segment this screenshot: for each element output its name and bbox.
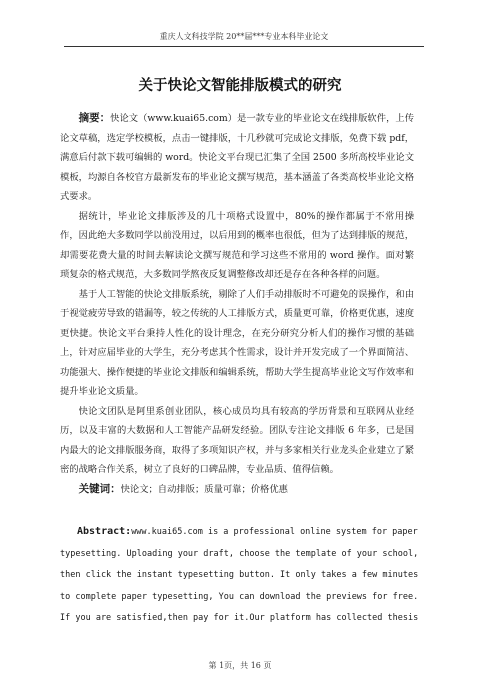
keywords-line — [60, 480, 414, 500]
page-footer: 第 1页，共 16 页 — [208, 661, 272, 670]
abstract-text: 快论文（www.kuai65.com）是一款专业的毕业论文在线排版软件，上传论文草稿，选定学校模板，点击一键排版，十几秒就可完成论文排版，免费下载 pdf，满意后付款下载可编辑的 word。快论文平台现已汇集了全国 2500 多所高校毕业论文模板，均源自各校官方最新发布的毕业论文撰写规范，基本涵盖了各类高校毕业论文格式要求。 — [60, 113, 414, 202]
body-paragraph-2: 基于人工智能的快论文排版系统，剔除了人们手动排版时不可避免的误操作，和由于视觉疲劳导致的错漏等，较之传统的人工排版方式，质量更可靠，价格更优惠，速度更快捷。快论文平台秉持人性化的设计理念，在充分研究分析人们的操作习惯的基础上，针对应届毕业的大学生，充分考虑其个性需求，设计并开发完成了一个界面简洁、功能强大、操作便捷的毕业论文排版和编辑系统，帮助大学生提高毕业论文写作效率和提升毕业论文质量。 — [60, 288, 414, 397]
page-header — [64, 30, 424, 47]
keywords-text: 快论文；自动排版；质量可靠；价格优惠 — [120, 483, 288, 495]
header-text: 重庆人文科技学院 20**届***专业本科毕业论文 — [159, 32, 329, 41]
body-paragraph-1: 据统计，毕业论文排版涉及的几十项格式设置中，80%的操作都属于不常用操作，因此绝大多数同学以前没用过，以后用到的概率也很低，但为了达到排版的规范，却需要花费大量的时间去解读论文撰写规范和学习这些不常用的 word 操作。面对繁琐复杂的格式规范，大多数同学熬夜反复调整修改却还是存在各种各样的问题。 — [60, 210, 414, 280]
keywords-label: 关键词： — [78, 482, 121, 495]
english-abstract-label: Abstract: — [77, 526, 132, 537]
body-paragraph-3: 快论文团队是阿里系创业团队，核心成员均具有较高的学历背景和互联网从业经历，以及丰富的大数据和人工智能产品研发经验。团队专注论文排版 6 年多，已是国内最大的论文排版服务商，取得了多项知识产权，并与多家相关行业龙头企业建立了紧密的战略合作关系，树立了良好的口碑品牌，专业品质、值得信赖。 — [60, 405, 414, 475]
chinese-abstract — [60, 109, 414, 207]
main-body — [60, 109, 414, 499]
abstract-label: 摘要： — [78, 112, 111, 124]
paper-title: 关于快论文智能排版模式的研究 — [138, 78, 342, 94]
english-abstract-text: www.kuai65.com is a professional online system for paper typesetting. Uploading your draft, choose the template of your school, then click the instant typesetting button. It only takes a few minutes to complete paper typesetting, You can download the previews for free.If you are satisfied,then pay for it.Our platform has collected thesis — [60, 527, 419, 623]
english-abstract — [60, 521, 422, 630]
